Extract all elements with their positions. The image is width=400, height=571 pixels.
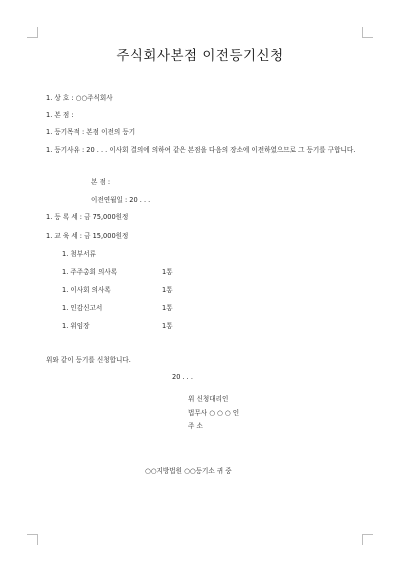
document-title: 주식회사본점 이전등기신청 (116, 48, 284, 64)
application-statement: 위와 같이 등기를 신청합니다. (46, 356, 131, 364)
attachment-name: 1. 이사회 의사록 (62, 286, 111, 294)
new-head-office-line: 본 점 : (91, 178, 111, 186)
relocation-date-line: 이전연월일 : 20 . . . (91, 196, 151, 204)
registration-tax-line: 1. 등 록 세 : 금 75,000원정 (46, 213, 129, 221)
education-tax-line: 1. 교 육 세 : 금 15,000원정 (46, 232, 129, 240)
attachment-count: 1통 (162, 304, 173, 312)
registration-purpose-line: 1. 등기목적 : 본점 이전의 등기 (46, 128, 136, 136)
agent-name: 법무사 ○ ○ ○ 인 (188, 409, 240, 417)
head-office-line: 1. 본 점 : (46, 111, 74, 119)
attachment-name: 1. 위임장 (62, 322, 90, 330)
registration-cause-line: 1. 등기사유 : 20 . . . 이사회 결의에 의하여 같은 본점을 다음의 장소에 이전하였으므로 그 등기를 구합니다. (46, 146, 356, 154)
attachments-heading: 1. 첨부서류 (62, 250, 96, 258)
agent-address: 주 소 (188, 422, 203, 430)
trade-name-line: 1. 상 호 : ○○주식회사 (46, 94, 113, 102)
attachment-count: 1통 (162, 268, 173, 276)
crop-mark-top-right (362, 27, 373, 38)
attachment-count: 1통 (162, 322, 173, 330)
recipient-line: ○○지방법원 ○○등기소 귀 중 (145, 467, 232, 475)
agent-label: 위 신청대리인 (188, 395, 229, 403)
crop-mark-bottom-right (362, 534, 373, 545)
attachment-name: 1. 주주총회 의사록 (62, 268, 118, 276)
attachment-count: 1통 (162, 286, 173, 294)
attachment-name: 1. 인감신고서 (62, 304, 103, 312)
application-date: 20 . . . (172, 373, 193, 381)
crop-mark-bottom-left (27, 534, 38, 545)
crop-mark-top-left (27, 27, 38, 38)
